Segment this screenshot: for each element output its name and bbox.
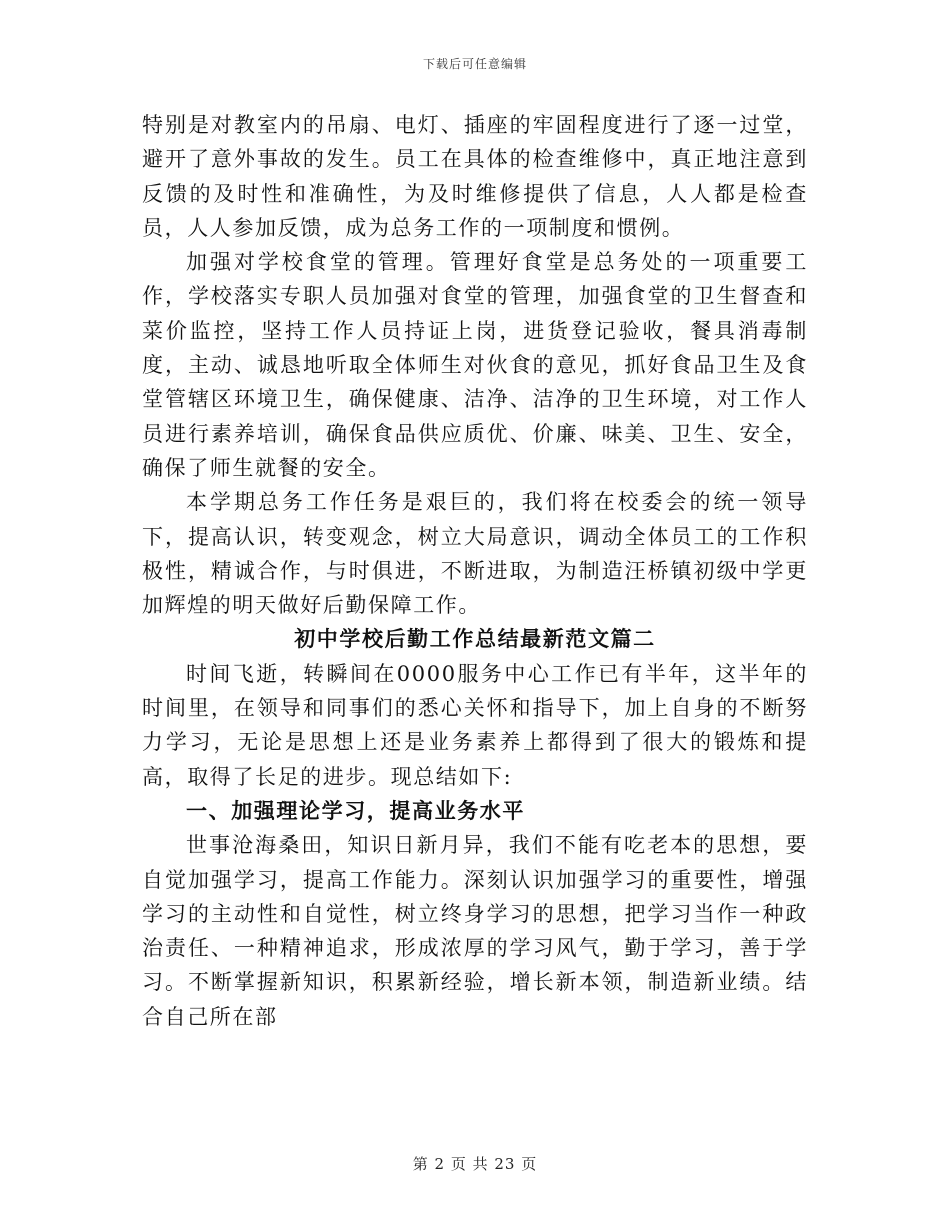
subheading-1: 一、加强理论学习，提高业务水平 <box>186 797 525 823</box>
paragraph-1: 特别是对教室内的吊扇、电灯、插座的牢固程度进行了逐一过堂，避开了意外事故的发生。员工在具体的检查维修中，真正地注意到反馈的及时性和准确性，为及时维修提供了信息，人人都是检查员，人人参加反馈，成为总务工作的一项制度和惯例。 <box>142 113 808 240</box>
document-body <box>142 108 808 1034</box>
section-title: 初中学校后勤工作总结最新范文篇二 <box>294 626 656 652</box>
paragraph-2: 加强对学校食堂的管理。管理好食堂是总务处的一项重要工作，学校落实专职人员加强对食堂的管理，加强食堂的卫生督查和菜价监控，坚持工作人员持证上岗，进货登记验收，餐具消毒制度，主动、诚恳地听取全体师生对伙食的意见，抓好食品卫生及食堂管辖区环境卫生，确保健康、洁净、洁净的卫生环境，对工作人员进行素养培训，确保食品供应质优、价廉、味美、卫生、安全，确保了师生就餐的安全。 <box>142 250 808 480</box>
page-header: 下载后可任意编辑 <box>422 57 527 71</box>
paragraph-3: 本学期总务工作任务是艰巨的，我们将在校委会的统一领导下，提高认识，转变观念，树立大局意识，调动全体员工的工作积极性，精诚合作，与时俱进，不断进取，为制造汪桥镇初级中学更加辉煌的明天做好后勤保障工作。 <box>142 490 808 618</box>
paragraph-5: 世事沧海桑田，知识日新月异，我们不能有吃老本的思想，要自觉加强学习，提高工作能力。深刻认识加强学习的重要性，增强学习的主动性和自觉性，树立终身学习的思想，把学习当作一种政治责任、一种精神追求，形成浓厚的学习风气，勤于学习，善于学习。不断掌握新知识，积累新经验，增长新本领，制造新业绩。结合自己所在部 <box>142 833 808 1029</box>
page-footer: 第 2 页 共 23 页 <box>412 1155 538 1173</box>
paragraph-4: 时间飞逝，转瞬间在0000服务中心工作已有半年，这半年的时间里，在领导和同事们的悉心关怀和指导下，加上自身的不断努力学习，无论是思想上还是业务素养上都得到了很大的锻炼和提高，取得了长足的进步。现总结如下: <box>142 661 808 789</box>
